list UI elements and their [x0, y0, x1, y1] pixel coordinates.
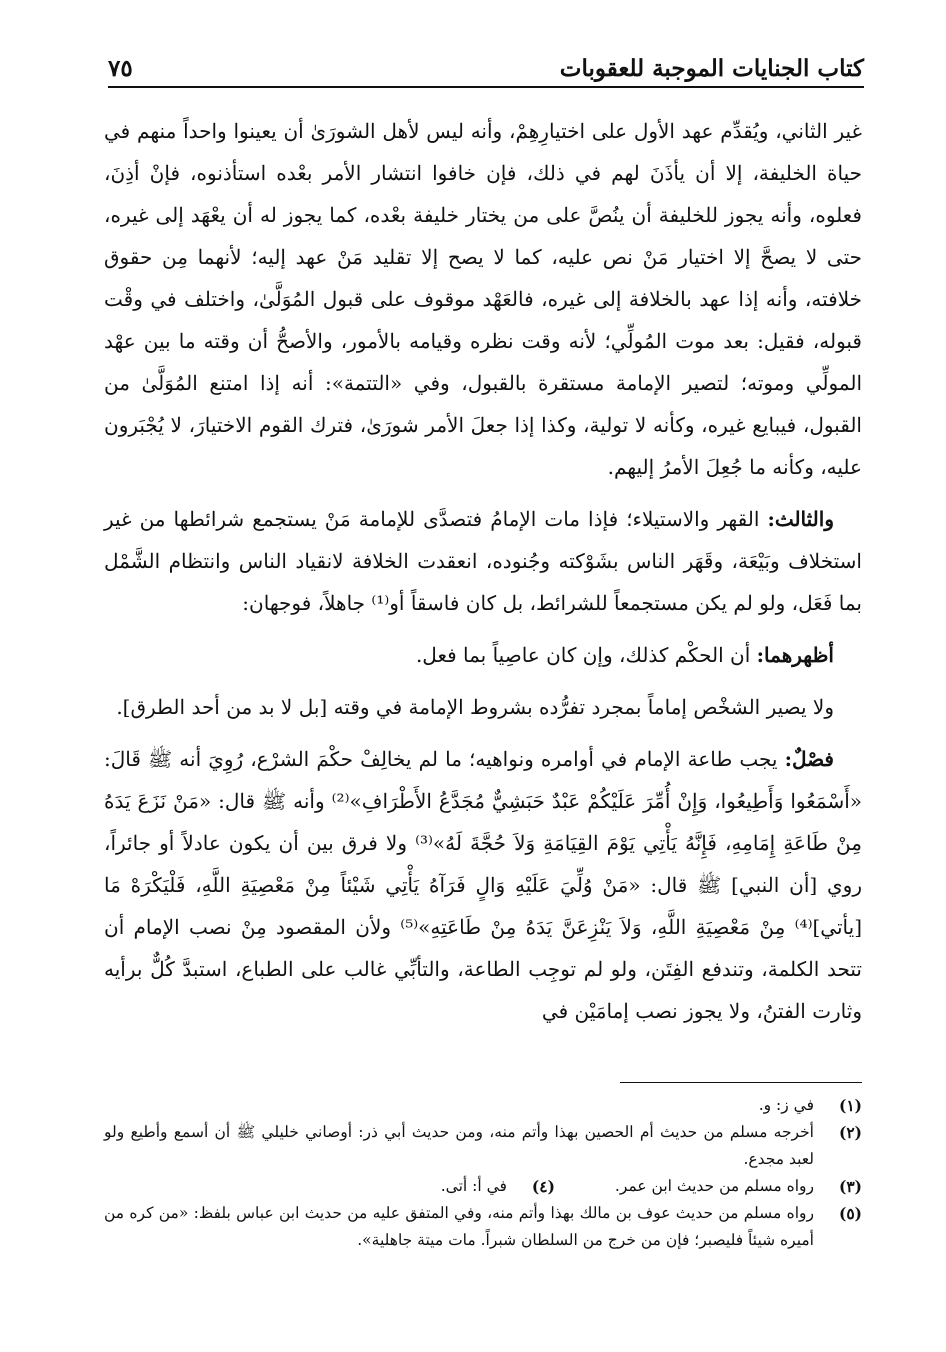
page-number: ٧٥ [108, 55, 133, 82]
footnote-text: في ز: و. [758, 1096, 814, 1114]
footnote [615, 1173, 862, 1200]
footnote-number: (٣) [838, 1177, 862, 1196]
paragraph-lead: والثالث: [767, 507, 834, 531]
paragraph [104, 738, 862, 1032]
footnote-rule [620, 1082, 862, 1083]
footnote-row [104, 1173, 862, 1200]
footnote [104, 1200, 862, 1254]
footnote [104, 1119, 862, 1173]
page-header [108, 50, 864, 82]
paragraph-lead: أظهرهما: [756, 643, 834, 667]
footnote-number: (٤) [531, 1177, 555, 1196]
footnote-number: (٥) [838, 1204, 862, 1223]
footnote-text: أخرجه مسلم من حديث أم الحصين بهذا وأتم منه، ومن حديث أبي ذر: أوصاني خليلي ﷺ أن أسمع وأطيع ولو لعبد مجدع. [104, 1123, 814, 1168]
main-text [104, 110, 862, 1042]
footnote-number: (٢) [838, 1123, 862, 1142]
paragraph-lead: فصْلٌ: [784, 747, 834, 771]
paragraph-text: يجب طاعة الإمام في أوامره ونواهيه؛ ما لم يخالِفْ حكْمَ الشرْع، رُوِيَ أنه ﷺ قَالَ: «أَسْمَعُوا وَأَطِيعُوا، وَإِنْ أُمِّرَ عَلَيْكُمْ عَبْدٌ حَبَشِيٌّ مُجَدَّعُ الأَطْرَافِ»⁽²⁾ وأنه ﷺ قال: «مَنْ نَزَعَ يَدَهُ مِنْ طَاعَةِ إِمَامِهِ، فَإِنَّهُ يَأْتِي يَوْمَ القِيَامَةِ وَلاَ حُجَّةَ لَهُ»⁽³⁾ ولا فرق بين أن يكون عادلاً أو جائراً، روي [أن النبي] ﷺ قال: «مَنْ وُلِّيَ عَلَيْهِ وَالٍ فَرَآهُ يَأْتِي شَيْئاً مِنْ مَعْصِيَةِ اللَّهِ، فَلْيَكْرَهْ مَا [يأتي]⁽⁴⁾ مِنْ مَعْصِيَةِ اللَّهِ، وَلاَ يَنْزِعَنَّ يَدَهُ مِنْ طَاعَتِهِ»⁽⁵⁾ ولأن المقصود مِنْ نصب الإمام أن تتحد الكلمة، وتندفع الفِتَن، ولو لم توجِب الطاعة، والتأبِّي غالب على الطباع، استبدَّ كُلٌّ برأيه وثارت الفتنُ، ولا يجوز نصب إمامَيْن في [104, 747, 863, 1023]
footnote-text: في أ: أتى. [440, 1177, 507, 1195]
paragraph-text: أن الحكْم كذلك، وإن كان عاصِياً بما فعل. [415, 643, 757, 667]
paragraph-text: غير الثاني، ويُقدِّم عهد الأول على اختيارِهِمْ، وأنه ليس لأهل الشورَىٰ أن يعينوا واحداً منهم في حياة الخليفة، إلا أن يأذَنَ لهم في ذلك، فإن خافوا انتشار الأمر بعْده استأذنوه، فإنْ أذِنَ، فعلوه، وأنه يجوز للخليفة أن ينُصَّ على من يختار خليفة بعْده، كما يجوز له أن يعْهَد إلى غيره، حتى لا يصحَّ إلا اختيار مَنْ نص عليه، كما لا يصح إلا تقليد مَنْ عهد إليه؛ لأنهما مِن حقوق خلافته، وأنه إذا عهد بالخلافة إلى غيره، فالعَهْد موقوف على قبول المُوَلَّىٰ، واختلف في وقْت قبوله، فقيل: بعد موت المُولِّي؛ لأنه وقت نظره وقيامه بالأمور، والأصحُّ أن وقته ما بين عهْد المولِّي وموته؛ لتصير الإمامة مستقرة بالقبول، وفي «التتمة»: أنه إذا امتنع المُوَلَّىٰ من القبول، فيبايع غيره، وكأنه لا تولية، وكذا إذا جعلَ الأمر شورَىٰ، فترك القوم الاختيارَ، لا يُجْبَرون عليه، وكأنه ما جُعِلَ الأمرُ إليهم. [104, 119, 863, 479]
footnote [441, 1173, 555, 1200]
paragraph [104, 634, 862, 676]
paragraph [104, 110, 862, 488]
paragraph [104, 686, 862, 728]
footnote-text: رواه مسلم من حديث ابن عمر. [614, 1177, 814, 1195]
paragraph [104, 498, 862, 624]
paragraph-text: ولا يصير الشخْص إماماً بمجرد تفرُّده بشروط الإمامة في وقته [بل لا بد من أحد الطرق]. [116, 695, 834, 719]
footnotes [104, 1092, 862, 1254]
paragraph-text: القهر والاستيلاء؛ فإذا مات الإمامُ فتصدَّى للإمامة مَنْ يستجمع شرائطها من غير استخلاف وبَيْعَة، وقَهَر الناس بشَوْكته وجُنوده، انعقدت الخلافة لانقياد الناس وانتظام الشَّمْل بما فَعَل، ولو لم يكن مستجمعاً للشرائط، بل كان فاسقاً أو⁽¹⁾ جاهلاً، فوجهان: [104, 507, 862, 615]
footnote-number: (١) [838, 1096, 862, 1115]
footnote-text: رواه مسلم من حديث عوف بن مالك بهذا وأتم منه، وفي المتفق عليه من حديث ابن عباس بلفظ: «من كره من أميره شيئاً فليصبر؛ فإن من خرج من السلطان شبراً. مات ميتة جاهلية». [104, 1204, 814, 1249]
header-rule [108, 86, 864, 88]
running-title: كتاب الجنايات الموجبة للعقوبات [559, 55, 864, 82]
footnote [104, 1092, 862, 1119]
